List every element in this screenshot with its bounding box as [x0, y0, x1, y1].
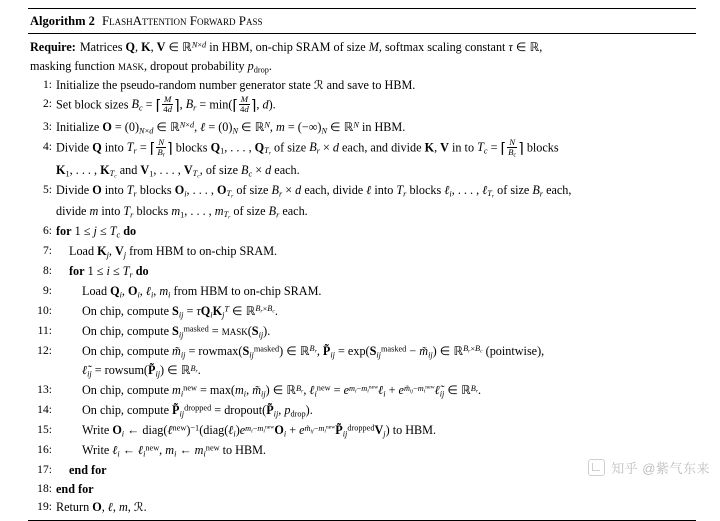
step-text: Initialize the pseudo-random number generator state ℛ and save to HBM. [56, 78, 416, 93]
step-13 [30, 381, 694, 401]
step-number: 10: [37, 303, 52, 317]
step-text: for $1 \le i \le T_r$ do [69, 263, 149, 280]
step-text: On chip, compute $m_i^{new} = \max(m_i$, $m̃_{ij}$) ∈ ℝ$^{B_r}$, ℓ$_i^{new}$ = $e^{m_i-m_i^{new}}\ell_i$ + $e^{m̃_{ij}-m_i^{new}}\ell̃_{ij}$ ∈ ℝ$^{B_r}$. [82, 383, 482, 399]
step-number: 9: [42, 283, 52, 297]
step-3 [30, 118, 694, 138]
step-text: Load $K_j$, $V_j$ from HBM to on-chip SRAM. [69, 243, 278, 260]
step-text: Set block sizes $B_c$ = ⌈ $\frac{M}{4d}$ ⌉, $B_r$ = min(⌈ $\frac{M}{4d}$ ⌉, d). [56, 94, 276, 114]
step-text: end for [56, 481, 94, 496]
require-line-2 [30, 57, 694, 77]
step-number: 2: [42, 97, 52, 111]
step-8 [30, 262, 694, 282]
step-number: 14: [37, 403, 52, 417]
step-19 [30, 498, 694, 517]
step-18 [30, 480, 694, 499]
require-line-1 [30, 38, 694, 57]
step-number: 7: [42, 243, 52, 257]
step-5 [30, 181, 694, 222]
step-number: 18: [37, 481, 52, 495]
step-text: On chip, compute $P̃_{ij}^{dropped}$ = $dropout(P̃_{ij}$, $p_{drop}$). [82, 403, 313, 419]
step-number: 3: [42, 119, 52, 133]
step-number: 1: [42, 78, 52, 92]
step-text: On chip, compute $S_{ij} = \tau Q_iK_j^T$ ∈ ℝ$^{B_r\times B_c}$. [82, 303, 278, 319]
require-text-1: Matrices Q, K, V ∈ ℝ$^{N\times d}$ in HBM, on-chip SRAM of size M, softmax scaling constant τ ∈ ℝ, [79, 40, 543, 54]
algorithm-header [28, 9, 696, 33]
step-number: 19: [37, 500, 52, 514]
algorithm-block [28, 8, 696, 521]
step-number: 4: [42, 139, 52, 153]
step-15 [30, 421, 694, 441]
step-text: Load $Q_i$, $O_i$, ℓ$_i$, $m_i$ from HBM to on-chip SRAM. [82, 283, 322, 300]
zhihu-logo-icon [588, 459, 605, 476]
step-text: On chip, compute $S_{ij}^{masked}$ = $mask(S_{ij})$. [82, 323, 271, 339]
step-9 [30, 282, 694, 302]
step-2 [30, 95, 694, 118]
step-text: Write $O_i$ ← $diag(\ell^{new})^{-1}(diag(\ell_i)e^{m_i-m_i^{new}}O_i$ + $e^{m̃_{ij}-m_i^{new}}P̃_{ij}^{dropped}V_j$) to HBM. [82, 423, 437, 439]
step-4 [30, 138, 694, 181]
require-text-2: masking function mask, dropout probability $p_{drop}$. [30, 58, 272, 74]
step-10 [30, 302, 694, 322]
step-text: Write ℓ$_i$ ← ℓ$_i^{new}$, $m_i$ ← $m_i^{new}$ to HBM. [82, 443, 266, 459]
step-number: 15: [37, 423, 52, 437]
watermark [588, 458, 710, 477]
step-text: On chip, compute $m̃_{ij} = rowmax(S_{ij}^{masked})$ ∈ ℝ$^{B_r}$, $P̃_{ij} = \exp(S_{ij}^{masked}$ − $m̃_{ij}$) ∈ ℝ$^{B_r\times B_c}$ (pointwise), $\ell̃_{ij}$ = $rowsum(P̃_{ij})$ ∈ ℝ$^{B_r}$. [82, 343, 545, 379]
watermark-text: 知乎 @紫气东来 [611, 461, 710, 476]
step-1 [30, 76, 694, 95]
algorithm-number: Algorithm 2 [30, 14, 95, 28]
algorithm-title: FlashAttention Forward Pass [101, 13, 263, 28]
step-number: 17: [37, 463, 52, 477]
step-text: Return O, ℓ, m, ℛ. [56, 500, 147, 515]
step-text: Initialize $O = (0)_{N\times d}$ ∈ ℝ$^{N\times d}$, ℓ = $(0)_N$ ∈ ℝ$^N$, $m = (-\infty)_N$ ∈ ℝ$^N$ in HBM. [56, 119, 406, 136]
step-12 [30, 342, 694, 382]
step-6 [30, 222, 694, 242]
algorithm-body [28, 34, 696, 520]
step-7 [30, 242, 694, 262]
step-14 [30, 401, 694, 421]
step-text: end for [69, 463, 107, 478]
step-number: 6: [42, 223, 52, 237]
step-number: 12: [37, 343, 52, 357]
require-label: Require: [30, 40, 76, 54]
step-text: Divide Q into $T_r$ = ⌈ $\frac{N}{B_r}$ ⌉ blocks $Q_1$, . . . , $Q_{T_r}$ of size $B_r \times d$ each, and divide K, V in to $T_c$ = ⌈ $\frac{N}{B_c}$ ⌉ blocks $K_1$, . . . , $K_{T_c}$ and $V_1$, . . . , $V_{T_c}$, of size $B_c \times d$ each. [56, 136, 559, 180]
step-number: 13: [37, 383, 52, 397]
step-number: 5: [42, 183, 52, 197]
step-number: 16: [37, 443, 52, 457]
step-number: 8: [42, 263, 52, 277]
step-text: Divide O into $T_r$ blocks $O_i$, . . . , $O_{T_r}$ of size $B_r \times d$ each, divide ℓ into $T_r$ blocks ℓ$_i$, . . . , ℓ$_{T_r}$ of size $B_r$ each, divide m into $T_r$ blocks $m_1$, . . . , $m_{T_r}$ of size $B_r$ each. [56, 183, 572, 221]
step-11 [30, 322, 694, 342]
step-text: for $1 \le j \le T_c$ do [56, 223, 137, 240]
step-number: 11: [37, 323, 52, 337]
